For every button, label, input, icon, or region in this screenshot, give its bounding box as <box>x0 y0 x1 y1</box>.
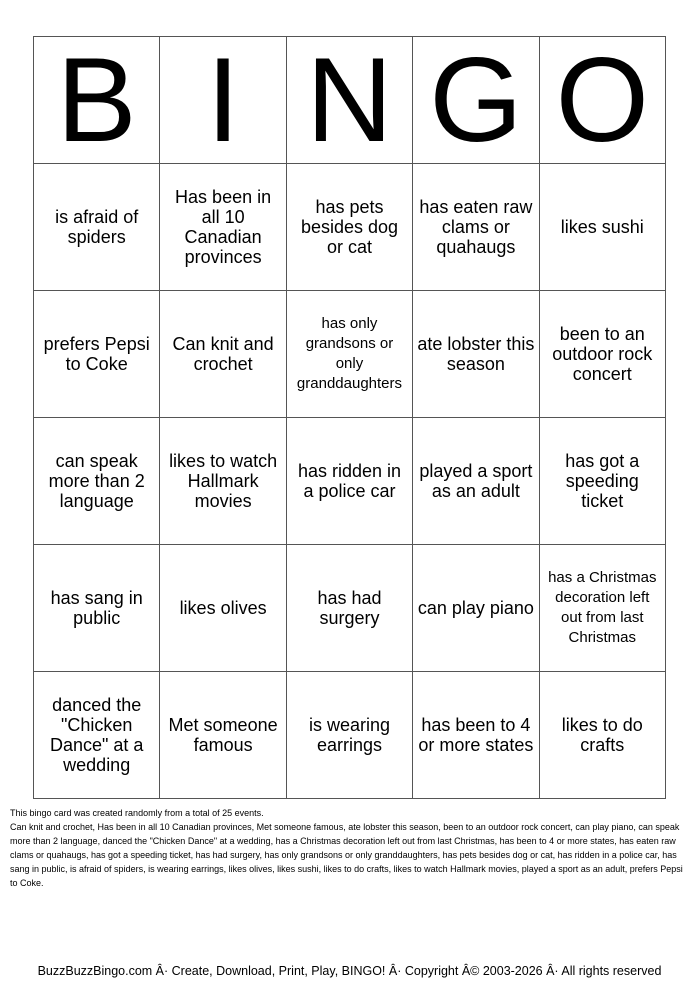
bingo-row-3 <box>34 418 666 545</box>
notes-event-list: Can knit and crochet, Has been in all 10 Canadian provinces, Met someone famous, ate lobster this season, been to an outdoor rock concert, can play piano, can speak more than 2 language, danced the "Chicken Dance" at a wedding, has a Christmas decoration left out from last Christmas, has been to 4 or more states, has eaten raw clams or quahaugs, has got a speeding ticket, has had surgery, has only grandsons or only granddaughters, has pets besides dog or cat, has ridden in a police car, has sang in public, is afraid of spiders, is wearing earrings, likes olives, likes sushi, likes to do crafts, likes to watch Hallmark movies, played a sport as an adult, prefers Pepsi to Coke. <box>10 822 683 888</box>
bingo-cell: danced the "Chicken Dance" at a wedding <box>34 672 160 799</box>
bingo-cell: has had surgery <box>286 545 412 672</box>
bingo-cell: Can knit and crochet <box>160 291 286 418</box>
bingo-cell: played a sport as an adult <box>413 418 539 545</box>
bingo-cell: Met someone famous <box>160 672 286 799</box>
header-letter-n: N <box>286 37 412 164</box>
header-letter-i: I <box>160 37 286 164</box>
bingo-row-4 <box>34 545 666 672</box>
bingo-cell: can play piano <box>413 545 539 672</box>
header-letter-o: O <box>539 37 665 164</box>
bingo-cell: likes to watch Hallmark movies <box>160 418 286 545</box>
bingo-cell: ate lobster this season <box>413 291 539 418</box>
bingo-card <box>33 36 666 799</box>
bingo-cell: been to an outdoor rock concert <box>539 291 665 418</box>
bingo-cell: can speak more than 2 language <box>34 418 160 545</box>
bingo-cell: has only grandsons or only granddaughters <box>286 291 412 418</box>
bingo-cell: prefers Pepsi to Coke <box>34 291 160 418</box>
bingo-cell: has a Christmas decoration left out from last Christmas <box>539 545 665 672</box>
bingo-cell: is wearing earrings <box>286 672 412 799</box>
page-footer: BuzzBuzzBingo.com Â· Create, Download, Print, Play, BINGO! Â· Copyright Â© 2003-2026 Â· All rights reserved <box>37 964 662 978</box>
notes-intro: This bingo card was created randomly from a total of 25 events. <box>10 808 264 818</box>
bingo-cell: has pets besides dog or cat <box>286 164 412 291</box>
bingo-header-row <box>34 37 666 164</box>
bingo-cell: Has been in all 10 Canadian provinces <box>160 164 286 291</box>
bingo-cell: likes sushi <box>539 164 665 291</box>
bingo-row-5 <box>34 672 666 799</box>
header-letter-b: B <box>34 37 160 164</box>
bingo-cell: likes to do crafts <box>539 672 665 799</box>
bingo-cell: likes olives <box>160 545 286 672</box>
bingo-cell: has got a speeding ticket <box>539 418 665 545</box>
card-notes <box>10 806 690 890</box>
bingo-row-1 <box>34 164 666 291</box>
bingo-cell: has eaten raw clams or quahaugs <box>413 164 539 291</box>
header-letter-g: G <box>413 37 539 164</box>
bingo-cell: has been to 4 or more states <box>413 672 539 799</box>
bingo-cell: has ridden in a police car <box>286 418 412 545</box>
bingo-row-2 <box>34 291 666 418</box>
bingo-cell: is afraid of spiders <box>34 164 160 291</box>
bingo-cell: has sang in public <box>34 545 160 672</box>
